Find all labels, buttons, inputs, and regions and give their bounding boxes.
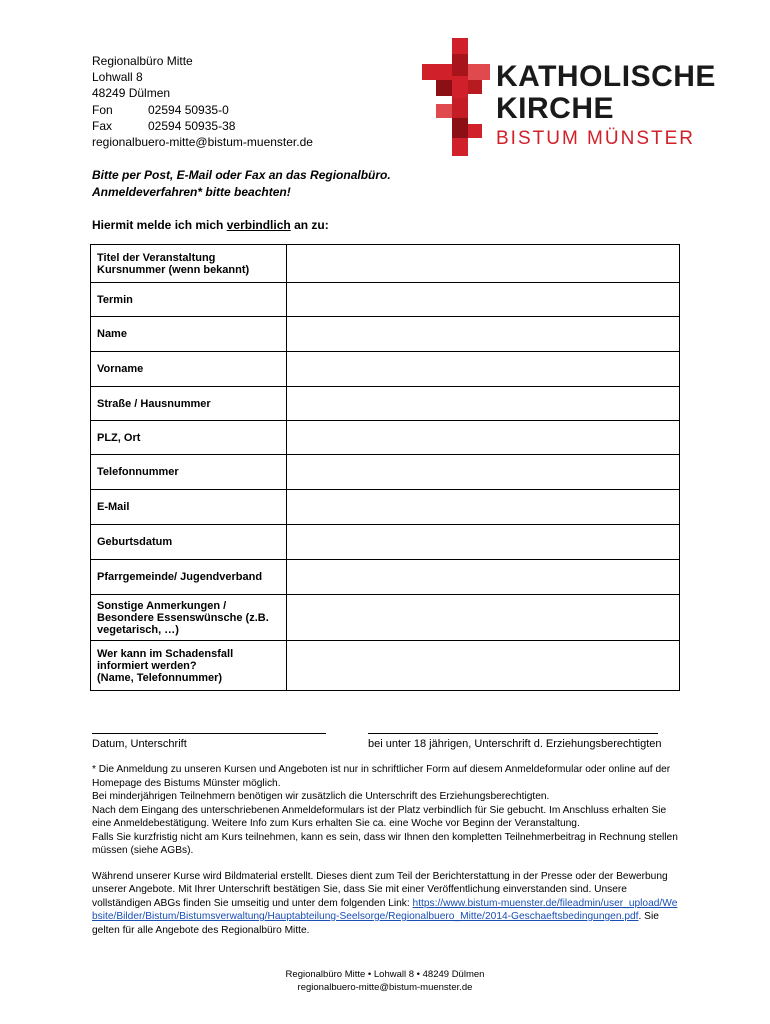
- street: Lohwall 8: [92, 70, 143, 85]
- address-block: [92, 53, 313, 150]
- form-field-input[interactable]: [287, 595, 680, 641]
- intro-text: [92, 167, 391, 200]
- org-name: Regionalbüro Mitte: [92, 54, 193, 68]
- registration-post: an zu:: [290, 218, 329, 232]
- form-row: [91, 595, 680, 641]
- form-field-label: Termin: [91, 283, 287, 317]
- intro-line-2: Anmeldeverfahren* bitte beachten!: [92, 184, 291, 199]
- signature-label-left: Datum, Unterschrift: [92, 738, 187, 750]
- fax-label: Fax: [92, 118, 113, 133]
- registration-form-table: [90, 244, 680, 691]
- form-field-input[interactable]: [287, 421, 680, 455]
- registration-pre: Hiermit melde ich mich: [92, 218, 227, 232]
- footer-address: Regionalbüro Mitte • Lohwall 8 • 48249 Dülmen: [285, 969, 485, 980]
- form-field-input[interactable]: [287, 560, 680, 595]
- phone-label: Fon: [92, 102, 113, 117]
- form-row: [91, 245, 680, 283]
- form-field-label: Titel der Veranstaltung Kursnummer (wenn bekannt): [91, 245, 287, 283]
- logo-line-3: BISTUM MÜNSTER: [496, 128, 695, 149]
- form-field-label: Pfarrgemeinde/ Jugendverband: [91, 560, 287, 595]
- form-field-label: PLZ, Ort: [91, 421, 287, 455]
- form-field-input[interactable]: [287, 641, 680, 691]
- note-paragraph-5: [92, 870, 682, 938]
- form-field-input[interactable]: [287, 245, 680, 283]
- note-paragraph-2: Bei minderjährigen Teilnehmern benötigen wir zusätzlich die Unterschrift des Erziehungsberechtigten.: [92, 791, 550, 802]
- form-row: [91, 525, 680, 560]
- form-row: [91, 560, 680, 595]
- form-row: [91, 283, 680, 317]
- form-field-input[interactable]: [287, 317, 680, 352]
- logo-line-1: KATHOLISCHE: [496, 60, 716, 93]
- form-field-input[interactable]: [287, 352, 680, 387]
- form-row: [91, 352, 680, 387]
- signature-line-left[interactable]: [92, 733, 326, 734]
- form-row: [91, 421, 680, 455]
- form-field-label: Vorname: [91, 352, 287, 387]
- page-footer: [0, 968, 770, 994]
- form-field-label: Telefonnummer: [91, 455, 287, 490]
- note-5-text: Während unserer Kurse wird Bildmaterial erstellt. Dieses dient zum Teil der Berichterstattung in der Presse oder der Bewerbung unserer Angebote. Mit Ihrer Unterschrift bestätigen Sie, dass Sie mit einer Veröffentlichung einverstanden sind. Unsere vollständigen ABGs finden Sie umseitig und unter dem folgenden Link:: [92, 870, 668, 909]
- form-field-input[interactable]: [287, 387, 680, 421]
- form-field-label: Straße / Hausnummer: [91, 387, 287, 421]
- form-row: [91, 317, 680, 352]
- email-address: regionalbuero-mitte@bistum-muenster.de: [92, 135, 313, 150]
- form-field-label: Geburtsdatum: [91, 525, 287, 560]
- signature-line-right[interactable]: [368, 733, 658, 734]
- form-field-label: E-Mail: [91, 490, 287, 525]
- form-field-input[interactable]: [287, 455, 680, 490]
- form-row: [91, 641, 680, 691]
- registration-underlined: verbindlich: [226, 218, 291, 232]
- note-5-tail: . Sie gelten für alle Angebote des Regionalbüro Mitte.: [92, 911, 659, 936]
- registration-statement: [92, 218, 329, 232]
- agb-link[interactable]: https://www.bistum-muenster.de/fileadmin/user_upload/Website/Bilder/Bistum/Bistumsverwaltung/Hauptabteilung-Seelsorge/Regionalbuero_Mitte/2014-Geschaeftsbedingungen.pdf: [92, 897, 678, 922]
- form-field-label: Sonstige Anmerkungen / Besondere Essenswünsche (z.B. vegetarisch, …): [91, 595, 287, 641]
- footer-email: regionalbuero-mitte@bistum-muenster.de: [297, 982, 473, 993]
- form-field-input[interactable]: [287, 490, 680, 525]
- form-field-label: Wer kann im Schadensfall informiert werden? (Name, Telefonnummer): [91, 641, 287, 691]
- form-row: [91, 490, 680, 525]
- form-field-input[interactable]: [287, 283, 680, 317]
- katholische-kirche-logo: [422, 38, 722, 158]
- notes-block: [92, 763, 682, 937]
- cross-icon: [422, 38, 492, 156]
- phone-number: 02594 50935-0: [148, 102, 229, 117]
- form-row: [91, 387, 680, 421]
- note-paragraph-1: * Die Anmeldung zu unseren Kursen und Angeboten ist nur in schriftlicher Form auf diesem Anmeldeformular oder online auf der Homepage des Bistums Münster möglich.: [92, 764, 671, 789]
- signature-label-right: bei unter 18 jährigen, Unterschrift d. Erziehungsberechtigten: [368, 738, 662, 750]
- logo-line-2: KIRCHE: [496, 92, 615, 125]
- form-field-input[interactable]: [287, 525, 680, 560]
- fax-number: 02594 50935-38: [148, 118, 236, 133]
- form-field-label: Name: [91, 317, 287, 352]
- city: 48249 Dülmen: [92, 86, 171, 101]
- note-paragraph-4: Falls Sie kurzfristig nicht am Kurs teilnehmen, kann es sein, dass wir Ihnen den kompletten Teilnehmerbeitrag in Rechnung stellen müssen (siehe AGBs).: [92, 831, 678, 856]
- form-row: [91, 455, 680, 490]
- intro-line-1: Bitte per Post, E-Mail oder Fax an das Regionalbüro.: [92, 168, 391, 182]
- note-paragraph-3: Nach dem Eingang des unterschriebenen Anmeldeformulars ist der Platz verbindlich für Sie gebucht. Im Anschluss erhalten Sie eine Anmeldebestätigung. Weitere Info zum Kurs erhalten Sie ca. eine Woche vor Beginn der Veranstaltung.: [92, 804, 667, 829]
